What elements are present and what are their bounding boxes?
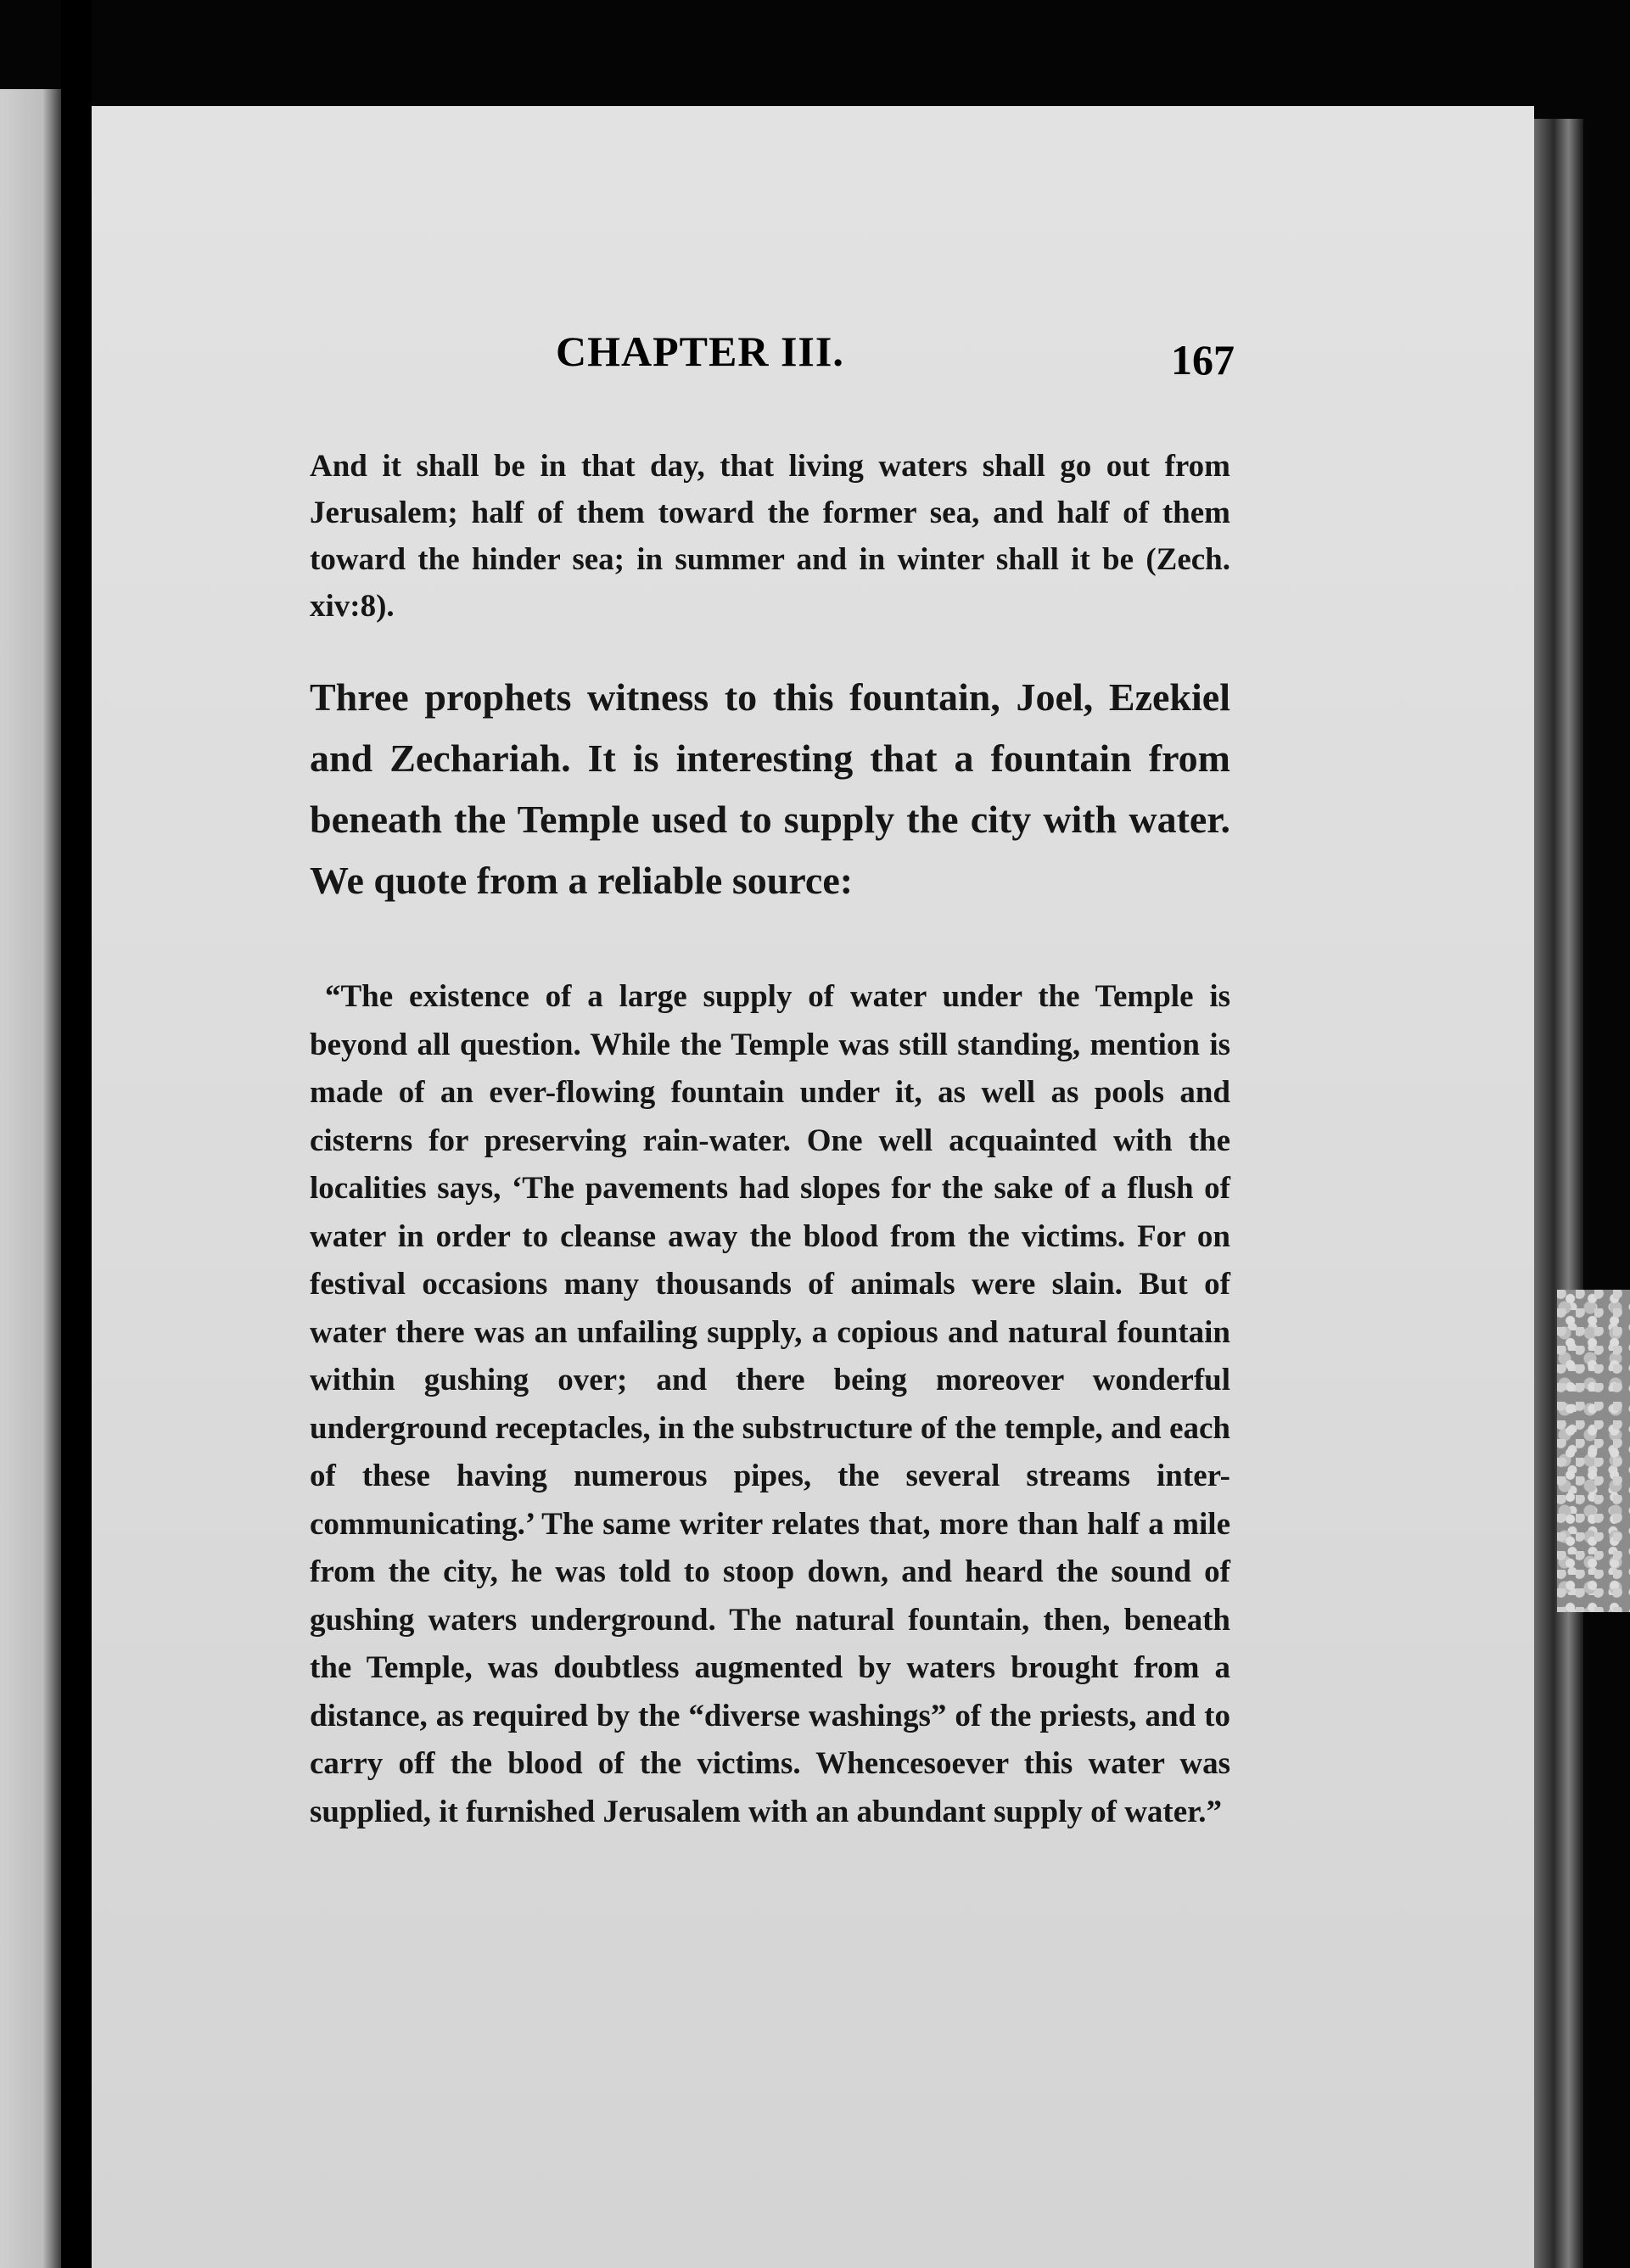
intro-paragraph: Three prophets witness to this fountain, Joel, Ezekiel and Zechariah. It is interesting that a fountain from beneath the Temple used to supply the city with water. We quote from a reliable source: — [310, 675, 1230, 902]
page-number: 167 — [1171, 336, 1235, 384]
quoted-source-paragraph: “The existence of a large supply of water under the Temple is beyond all question. While the Temple was still standing, mention is made of an ever-flowing fountain under it, as well as pools and cisterns for preserving rain-water. One well acquainted with the localities says, ‘The pavements had slopes for the sake of a flush of water in order to cleanse away the blood from the victims. For on festival occasions many thousands of animals were slain. But of water there was an unfailing supply, a copious and natural fountain within gushing over; and there being moreover wonderful underground receptacles, in the substructure of the temple, and each of these having numerous pipes, the several streams inter-communicating.’ The same writer relates that, more than half a mile from the city, he was told to stoop down, and heard the sound of gushing waters underground. The natural fountain, then, beneath the Temple, was doubtless augmented by waters brought from a distance, as required by the “diverse washings” of the priests, and to carry off the blood of the victims. Whencesoever this water was supplied, it furnished Jerusalem with an abundant supply of water.” — [310, 979, 1230, 1829]
page-damage-texture — [1557, 1290, 1630, 1612]
book-gutter — [61, 0, 92, 2268]
facing-page-edge — [0, 89, 61, 2268]
page-edge-shadow — [1534, 119, 1583, 2268]
scripture-quote: And it shall be in that day, that living waters shall go out from Jerusalem; half of them toward the former sea, and half of them toward the hinder sea; in summer and in winter shall it be (Zech. xiv:8). — [310, 449, 1230, 624]
chapter-heading: CHAPTER III. — [556, 328, 844, 375]
